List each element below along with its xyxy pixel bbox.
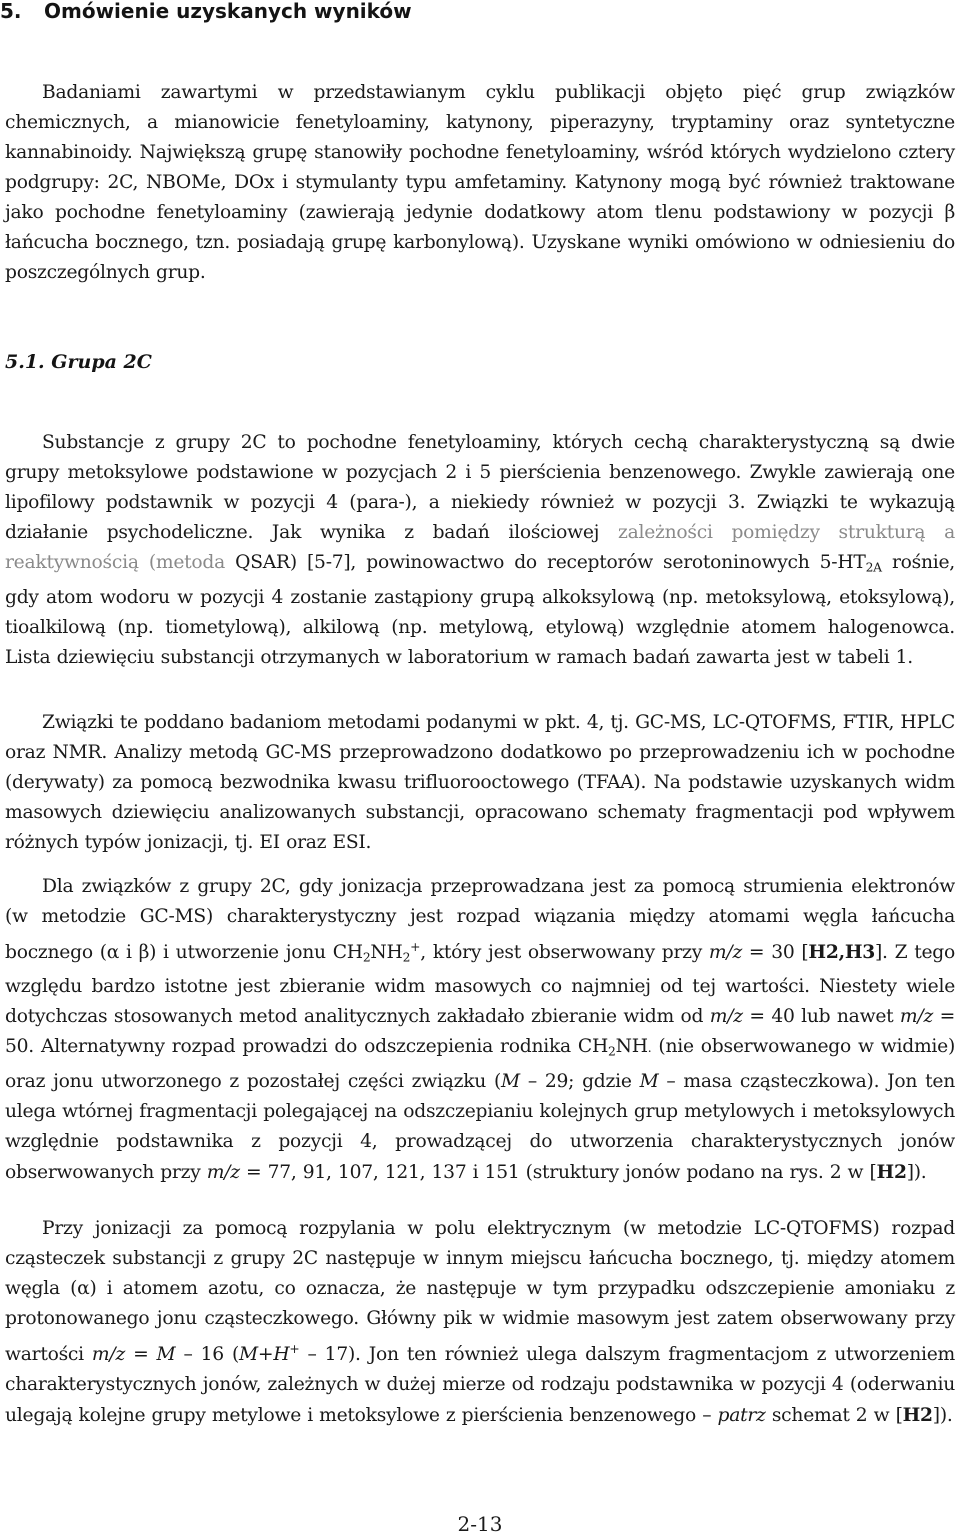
text-run: – masa cząsteczkowa). Jon ten ulega wtórnej fragmentacji polegającej na odszczepianiu kolejnych grup metylowych i metoksylowych względnie podstawnika z pozycji 4, prowadzącej do utworzenia charakterystycznych jonów obserwowanych przy — [5, 1071, 955, 1184]
mz-symbol: m/z — [708, 941, 743, 963]
radical-dot: · — [647, 1045, 652, 1060]
text-run: Przy jonizacji za pomocą rozpylania w polu elektrycznym (w metodzie LC-QTOFMS) rozpad cząsteczek substancji z grupy 2C następuje w innym miejscu łańcucha bocznego, tj. między atomem węgla (α) i atomem azotu, co oznacza, że następuje w tym przypadku odszczepienie amoniaku z protonowanego jonu cząsteczkowego. Główny pik w widmie masowym jest zatem obserwowany przy wartości — [5, 1218, 955, 1365]
text-run: = 40 lub nawet — [742, 1006, 900, 1028]
text-run: (nie obserwowanego w widmie) oraz jonu utworzonego z pozostałej części związku ( — [5, 1036, 955, 1093]
mz-symbol: m/z — [709, 1006, 743, 1028]
text-run: QSAR) [5-7], powinowactwo do receptorów serotoninowych 5-HT — [225, 552, 866, 573]
text-run: = 50. Alternatywny rozpad prowadzi do odszczepienia rodnika CH — [5, 1006, 955, 1058]
text-run: Dla związków z grupy 2C, gdy jonizacja przeprowadzana jest za pomocą strumienia elektronów (w metodzie GC-MS) charakterystyczny jest rozpad wiązania między atomami węgla łańcucha bocznego (α i β) i utworzenie jonu CH — [5, 876, 955, 963]
mass-symbol: M — [639, 1071, 659, 1093]
text-run: = 77, 91, 107, 121, 137 i 151 (struktury jonów podano na rys. 2 w [ — [239, 1162, 877, 1184]
text-run: ]. Z tego względu bardzo istotne jest zbieranie widm masowych co najmniej od tej wartości. Niestety wiele dotychczas stosowanych metod analitycznych zakładało zbieranie widm od — [5, 941, 955, 1028]
section-title: Omówienie uzyskanych wyników — [44, 0, 412, 23]
paragraph-methods: Związki te poddano badaniom metodami podanymi w pkt. 4, tj. GC-MS, LC-QTOFMS, FTIR, HPLC oraz NMR. Analizy metodą GC-MS przeprowadzono dodatkowo po przeprowadzeniu ich w pochodne (derywaty) za pomocą bezwodnika kwasu trifluorooctowego (TFAA). Na podstawie uzyskanych widm masowych dziewięciu analizowanych substancji, opracowano schematy fragmentacji pod wpływem różnych typów jonizacji, tj. EI oraz ESI. — [5, 712, 955, 853]
text-run: – 16 ( — [175, 1343, 240, 1365]
section-heading — [0, 0, 412, 22]
text-run: NH — [615, 1036, 648, 1058]
mz-symbol: m/z — [206, 1162, 240, 1184]
text-run: , który jest obserwowany przy — [420, 941, 709, 963]
subscript: 2A — [865, 560, 882, 575]
paragraph-ei-fragmentation — [5, 872, 955, 1188]
text-run: = 30 [ — [742, 941, 809, 963]
text-run: ]). — [932, 1404, 953, 1426]
superscript: + — [410, 940, 421, 954]
reference: H2,H3 — [808, 940, 875, 963]
subscript: 2 — [402, 950, 411, 965]
mass-symbol: M — [501, 1071, 520, 1093]
mh-formula: M+H — [239, 1343, 290, 1365]
subscript: 2 — [608, 1045, 616, 1060]
mz-formula: m/z = M — [91, 1343, 176, 1365]
paragraph-2c-description — [5, 428, 955, 673]
text-run: rośnie, gdy atom wodoru w pozycji 4 zostanie zastąpiony grupą alkoksylową (np. metoksylową, etoksylową), tioalkilową (np. tiometylową), alkilową (np. metylową, etylową) względnie atomem halogenowca. Lista dziewięciu substancji otrzymanych w laboratorium w ramach badań zawarta jest w tabeli 1. — [5, 552, 955, 668]
reference: H2 — [876, 1161, 907, 1184]
text-run: schemat 2 w [ — [765, 1404, 903, 1426]
section-number: 5. — [0, 0, 22, 23]
paragraph-esi-fragmentation — [5, 1214, 955, 1431]
reference: H2 — [902, 1403, 933, 1426]
text-run: Substancje z grupy 2C to pochodne fenetyloaminy, których cechą charakterystyczną są dwie grupy metoksylowe podstawione w pozycjach 2 i 5 pierścienia benzenowego. Zwykle zawierają one lipofilowy podstawnik w pozycji 4 (para-), a niekiedy również w pozycji 3. Związki te wykazują działanie psychodeliczne. Jak wynika z badań ilościowej — [5, 432, 955, 543]
text-run: – 17). Jon ten również ulega dalszym fragmentacjom z utworzeniem charakterystycznych jonów, zależnych w dużej mierze od rodzaju podstawnika w pozycji 4 (oderwaniu ulegają kolejne grupy metylowe i metoksylowe z pierścienia benzenowego – — [5, 1343, 955, 1426]
mz-symbol: m/z — [899, 1006, 934, 1028]
intro-paragraph: Badaniami zawartymi w przedstawianym cyklu publikacji objęto pięć grup związków chemicznych, a mianowicie fenetyloaminy, katynony, piperazyny, tryptaminy oraz syntetyczne kannabinoidy. Największą grupę stanowiły pochodne fenetyloaminy, wśród których wydzielono cztery podgrupy: 2C, NBOMe, DOx i stymulanty typu amfetaminy. Katynony mogą być również traktowane jako pochodne fenetyloaminy (zawierają jedynie dodatkowy atom tlenu podstawiony w pozycji β łańcucha bocznego, tzn. posiadają grupę karbonylową). Uzyskane wyniki omówiono w odniesieniu do poszczególnych grup. — [5, 82, 955, 283]
superscript: + — [289, 1342, 300, 1356]
subscript: 2 — [362, 950, 371, 965]
subsection-heading: 5.1. Grupa 2C — [5, 351, 152, 373]
text-run: – 29; gdzie — [519, 1071, 640, 1093]
page-number: 2-13 — [457, 1512, 503, 1536]
text-run: NH — [370, 941, 403, 963]
patrz-word: patrz — [717, 1404, 766, 1426]
text-run-gray: zależności pomiędzy strukturą a reaktywnością (metoda — [5, 522, 955, 573]
text-run: ]). — [906, 1162, 927, 1184]
